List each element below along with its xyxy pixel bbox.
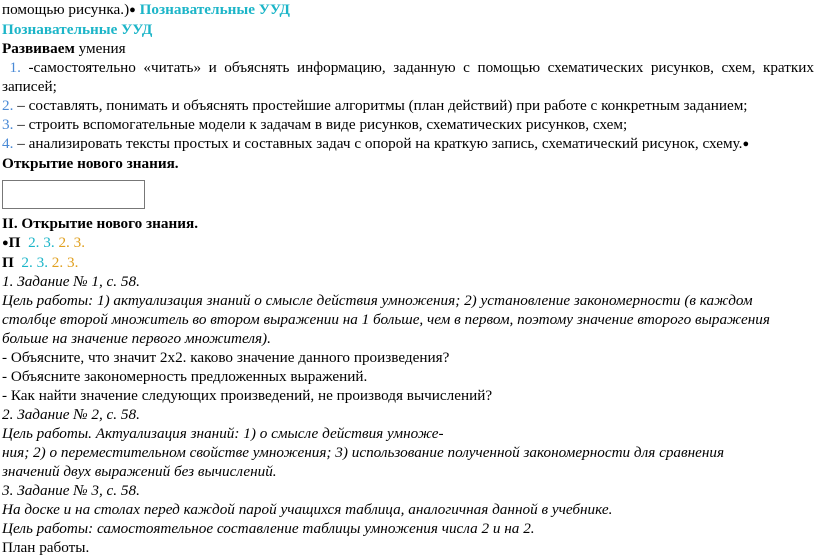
item-text: – анализировать тексты простых и составных задач с опорой на краткую запись, схематический рисунок, схему. xyxy=(13,135,743,152)
bullet-icon: ● xyxy=(2,237,9,249)
empty-frame xyxy=(2,180,145,209)
develop-line xyxy=(2,39,814,58)
task1-goal-line: Цель работы: 1) актуализация знаний о смысле действия умножения; 2) установление закономерности (в каждом xyxy=(2,292,753,309)
task2-title: 2. Задание № 2, с. 58. xyxy=(2,406,140,423)
p-number: 2. xyxy=(28,234,40,251)
task3-line: На доске и на столах перед каждой парой учащихся таблица, аналогичная данной в учебнике. xyxy=(2,501,613,518)
task1-goal-line: больше на значение первого множителя). xyxy=(2,330,271,347)
open-title: Открытие нового знания. xyxy=(2,155,179,172)
plan-title: План работы. xyxy=(2,539,90,556)
p-line-2 xyxy=(2,253,814,272)
p-number: 3. xyxy=(73,234,86,251)
p-number: 3. xyxy=(36,254,48,271)
task1-title: 1. Задание № 1, с. 58. xyxy=(2,273,140,290)
p-number: 2. xyxy=(51,254,64,271)
section2-title: II. Открытие нового знания. xyxy=(2,215,199,232)
head-prefix: помощью рисунка.) xyxy=(2,1,130,18)
task1-question: - Объясните закономерность предложенных выражений. xyxy=(2,368,368,385)
p-number: 3. xyxy=(43,234,55,251)
task1-question: - Как найти значение следующих произведений, не производя вычислений? xyxy=(2,387,493,404)
bullet-icon: ● xyxy=(742,138,750,150)
list-item-1 xyxy=(2,58,814,77)
task2-goal-line: Цель работы. Актуализация знаний: 1) о смысле действия умноже- xyxy=(2,425,444,442)
p-line-1 xyxy=(2,233,814,253)
develop-rest: умения xyxy=(74,40,126,57)
p-number: 2. xyxy=(58,234,70,251)
head-line xyxy=(2,0,814,20)
task3-title: 3. Задание № 3, с. 58. xyxy=(2,482,140,499)
item-text: – строить вспомогательные модели к задачам в виде рисунков, схематических рисунков, схем; xyxy=(13,116,628,133)
item-number: 4. xyxy=(2,135,14,152)
task2-goal-line: ния; 2) о переместительном свойстве умножения; 3) использование полученной закономерности для сравнения xyxy=(2,444,725,461)
item-number: 3. xyxy=(2,116,14,133)
head-title-inline: Познавательные УУД xyxy=(135,1,290,18)
list-item-4 xyxy=(2,134,814,154)
bullet-icon: ● xyxy=(129,4,136,16)
list-item-1-cont: записей; xyxy=(2,78,57,95)
p-number: 2. xyxy=(21,254,33,271)
p-letter: П xyxy=(2,254,14,271)
develop-bold: Развиваем xyxy=(2,40,75,57)
list-item-3 xyxy=(2,115,814,134)
item-number: 1. xyxy=(9,59,21,76)
p-letter: П xyxy=(8,234,21,251)
task3-line: Цель работы: самостоятельное составление таблицы умножения числа 2 и на 2. xyxy=(2,520,535,537)
item-text: – составлять, понимать и объяснять простейшие алгоритмы (план действий) при работе с конкретным заданием; xyxy=(13,97,748,114)
item-number: 2. xyxy=(2,97,14,114)
p-number: 3. xyxy=(66,254,79,271)
item-text: -самостоятельно «читать» и объяснять информацию, заданную с помощью схематических рисунков, схем, кратких xyxy=(20,59,815,76)
task2-goal-line: значений двух выражений без вычислений. xyxy=(2,463,277,480)
list-item-2 xyxy=(2,96,814,115)
task1-goal-line: столбце второй множитель во втором выражении на 1 больше, чем в первом, поэтому значение второго выражения xyxy=(2,311,770,328)
section-title: Познавательные УУД xyxy=(2,21,153,38)
task1-question: - Объясните, что значит 2х2. каково значение данного произведения? xyxy=(2,349,450,366)
